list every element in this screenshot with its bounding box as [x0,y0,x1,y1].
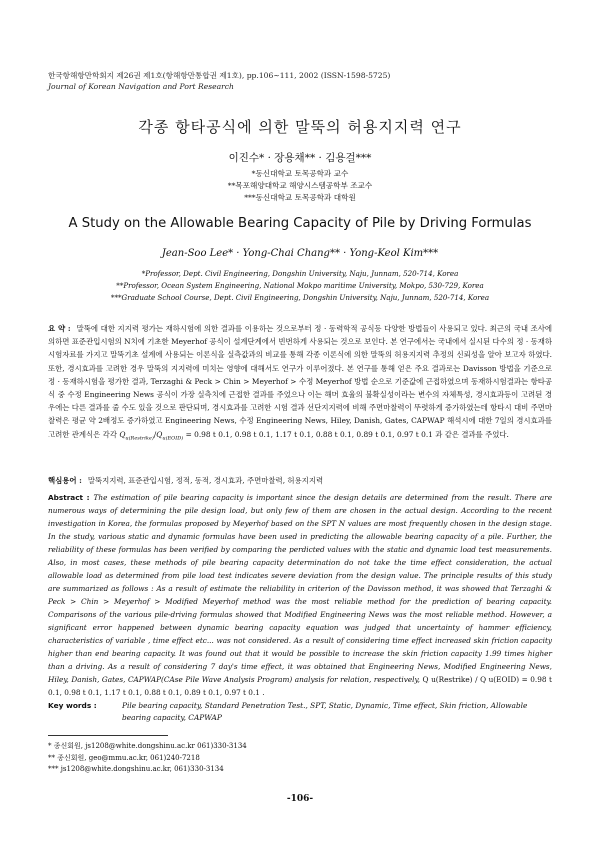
korean-keywords-text: 말뚝지지력, 표준관입시험, 정적, 동적, 경시효과, 주면마찰력, 허용지지력 [87,476,324,485]
english-abstract-text: The estimation of pile bearing capacity is important since the design details are determined from the result. There are numerous ways of determining the pile design load, but only few of them are chosen in the actual design. According to the recent investigation in Korea, the formulas proposed by Meyerhof based on the SPT N values are most frequently chosen in the design stage. In the study, various static and dynamic formulas have been used in predicting the allowable bearing capacity of a pile. Further, the reliability of these formulas has been verified by comparing the perdicted values with the static and dynamic load test measurements. Also, in most cases, these methods of pile bearing capacity determination do not take the time effect consideration, the actual allowable load as determined from pile load test indicates severe deviation from the design value. The principle results of this study are summarized as follows : As a result of estimate the reliability in criterion of the Davisson method, it was showed that Terzaghi & Peck > Chin > Meyerhof > Modified Meyerhof method was the most reliable method for the prediction of bearing capacity. Comparisons of the various pile-driving formulas showed that Modified Engineering News was the most reliable method. However, a significant error happened between dynamic bearing capacity equation was judged that uncertainty of hammer efficiency, characteristics of variable , time effect etc... was not considered. As a result of considering time effect increased skin friction capacity higher than end bearing capacity. It was found out that it would be possible to increase the skin friction capacity 1.99 times higher than a driving. As a result of considering 7 day's time effect, it was obtained that Engineering News, Modified Engineering News, Hiley, Danish, Gates, CAPWAP(CAse Pile Wave Analysis Program) analysis for relation, respectively, [48,493,553,684]
korean-abstract-label: 요 약 : [48,324,71,333]
footnote-2: ** 종신회원, geo@mmu.ac.kr, 061)240-7218 [48,753,200,762]
footnote-3: *** js1208@white.dongshinu.ac.kr, 061)330-3134 [48,765,224,773]
korean-keywords [48,475,552,486]
korean-affiliation-1: *동신대학교 토목공학과 교수 [251,169,349,178]
footnote-1: * 종신회원, js1208@white.dongshinu.ac.kr 061)330-3134 [48,742,247,750]
page-number: -106- [286,794,314,804]
english-title: A Study on the Allowable Bearing Capacity of Pile by Driving Formulas [68,216,532,231]
journal-name: Journal of Korean Navigation and Port Research [48,82,234,91]
english-affiliation-1: *Professor, Dept. Civil Engineering, Dongshin University, Naju, Junnam, 520-714, Korea [141,269,459,278]
journal-citation: 한국항해항만학회지 제26권 제1호(항해항만통합권 제1호), pp.106∼111, 2002 (ISSN-1598-5725) [48,71,391,80]
english-abstract-formula: Q u(Restrike) / Q u(EOID) = 0.98 t 0.1, 0.98 t 0.1, 1.17 t 0.1, 0.88 t 0.1, 0.89 t 0.1, 0.97 t 0.1 . [48,675,552,697]
english-keywords-text: Pile bearing capacity, Standard Penetration Test., SPT, Static, Dynamic, Time effect, Skin friction, Allowable bearing capacity, CAPWAP [122,701,528,722]
korean-abstract-formula-lead: Q [119,429,126,439]
korean-affiliation-2: **목포해양대학교 해양시스템공학부 조교수 [227,181,373,190]
english-keywords-label: Key words : [48,701,97,710]
korean-authors: 이진수* · 장용채** · 김용걸*** [228,152,372,164]
english-affiliation-2: **Professor, Ocean System Engineering, National Mokpo maritime University, Mokpo, 530-729, Korea [116,281,484,290]
footnote-divider [48,735,168,736]
korean-affiliations [0,168,600,204]
korean-title: 각종 항타공식에 의한 말뚝의 허용지지력 연구 [138,118,462,136]
korean-abstract-text: 말뚝에 대한 지지력 평가는 재하시험에 의한 결과를 이용하는 것으로부터 정 · 동력학적 공식등 다양한 방법들이 사용되고 있다. 최근의 국내 조사에 의하면 표준관입시험의 N치에 기초한 Meyerhof 공식이 설계단계에서 빈번하게 사용되는 것으로 보인다. 본 연구에서는 국내에서 실시된 다수의 정 · 동재하시험자료를 가지고 말뚝기초 설계에 사용되는 이론식을 실측값과의 비교를 통해 각종 이론식에 의한 말뚝의 허용지지력 추정의 신뢰성을 알아 보고자 하였다. 또한, 경시효과를 고려한 경우 말뚝의 지지력에 미치는 영향에 대해서도 연구가 이루어졌다. 본 연구를 통해 얻은 주요 결과로는 Davisson 방법을 기준으로 정 · 동재하시험을 평가한 결과, Terzaghi & Peck > Chin > Meyerhof > 수정 Meyerhof 방법 순으로 기준값에 근접하였으며 동재하시험결과는 항타공식 중 수정 Engineering News 공식이 가장 실측치에 근접한 결과를 주었으나 이는 해머 효율의 불확실성이라는 변수의 자체특성, 경시효과등이 고려된 경우에는 다른 결과를 줄 수도 있을 것으로 판단되며, 경시효과를 고려한 시험 결과 선단지지력에 비해 주면마찰력이 뚜렷하게 증가하였는데 항타시 대비 주면마찰력은 평균 약 2배정도 증가하였고 Engineering News, 수정 Engineering News, Hiley, Danish, Gates, CAPWAP 해석시에 대한 7일의 경시효과를 고려한 관계식은 각각 [48,324,552,439]
journal-header [48,70,390,92]
english-abstract-label: Abstract : [48,493,90,502]
english-abstract [48,491,552,699]
korean-affiliation-3: ***동신대학교 토목공학과 대학원 [244,193,356,202]
english-affiliation-3: ***Graduate School Course, Dept. Civil Engineering, Dongshin University, Naju, Junnam, 520-714, Korea [110,293,490,302]
english-affiliations [0,268,600,304]
korean-keywords-label: 핵심용어 : [48,476,82,485]
english-authors: Jean-Soo Lee* · Yong-Chai Chang** · Yong-Keol Kim*** [161,248,439,259]
korean-abstract: 요 약 : 말뚝에 대한 지지력 평가는 재하시험에 의한 결과를 이용하는 것으로부터 정 · 동력학적 공식등 다양한 방법들이 사용되고 있다. 최근의 국내 조사에 의하면 표준관입시험의 N치에 기초한 Meyerhof 공식이 설계단계에서 빈번하게 사용되는 것으로 보인다. 본 연구에서는 국내에서 실시된 다수의 정 · 동재하시험자료를 가지고 말뚝기초 설계에 사용되는 이론식을 실측값과의 비교를 통해 각종 이론식에 의한 말뚝의 허용지지력 추정의 신뢰성을 알아 보고자 하였다. 또한, 경시효과를 고려한 경우 말뚝의 지지력에 미치는 영향에 대해서도 연구가 이루어졌다. 본 연구를 통해 얻은 주요 결과로는 Davisson 방법을 기준으로 정 · 동재하시험을 평가한 결과, Terzaghi & Peck > Chin > Meyerhof > 수정 Meyerhof 방법 순으로 기준값에 근접하였으며 동재하시험결과는 항타공식 중 수정 Engineering News 공식이 가장 실측치에 근접한 결과를 주었으나 이는 해머 효율의 불확실성이라는 변수의 자체특성, 경시효과등이 고려된 경우에는 다른 결과를 줄 수도 있을 것으로 판단되며, 경시효과를 고려한 시험 결과 선단지지력에 비해 주면마찰력이 뚜렷하게 증가하였는데 항타시 대비 주면마찰력은 평균 약 2배정도 증가하였고 Engineering News, 수정 Engineering News, Hiley, Danish, Gates, CAPWAP 해석시에 대한 7일의 경시효과를 고려한 관계식은 각각 $Q_{u(Restrike)}/Q_{u(EOID)} = 0.98$ t 0.1, 0.98 t 0.1, 1.17 t 0.1, 0.88 t 0.1, 0.89 t 0.1, 0.97 t 0.1 과 같은 결과를 주었다. [48,324,552,442]
korean-abstract-text-end: 과 같은 결과를 주었다. [435,429,509,439]
english-keywords [48,700,552,724]
korean-abstract-formula-values: = 0.98 t 0.1, 0.98 t 0.1, 1.17 t 0.1, 0.88 t 0.1, 0.89 t 0.1, 0.97 t 0.1 [185,429,433,439]
footnotes [48,741,247,776]
